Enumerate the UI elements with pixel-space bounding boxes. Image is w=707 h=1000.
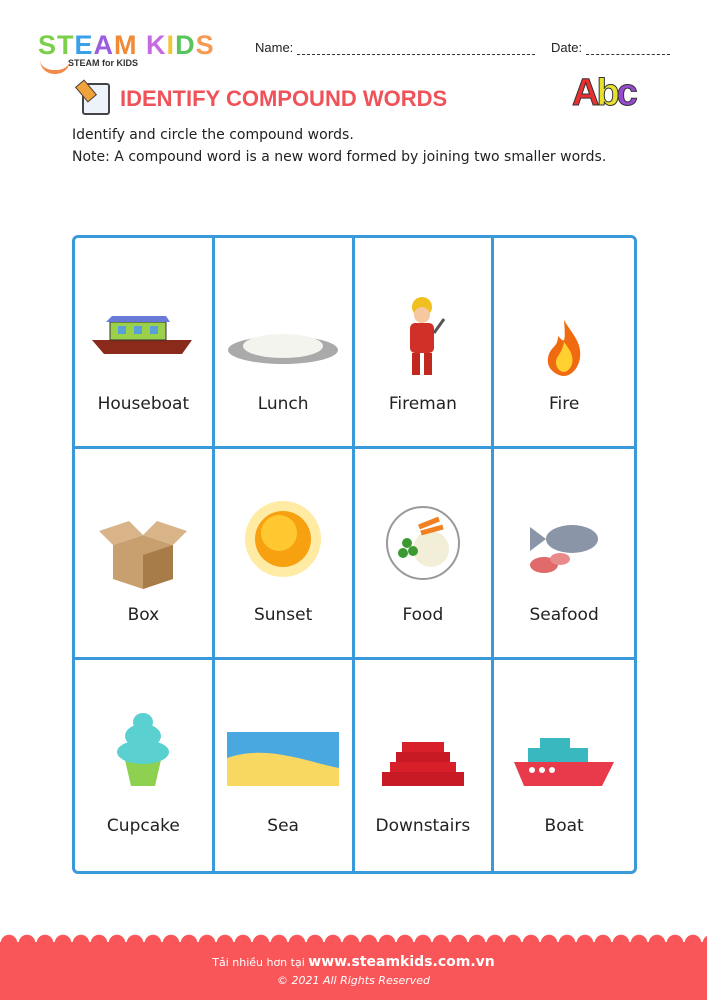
name-field[interactable]	[255, 40, 535, 55]
footer-copyright: © 2021 All Rights Reserved	[276, 974, 430, 987]
page-title: IDENTIFY COMPOUND WORDS	[120, 86, 448, 111]
word-cell[interactable]	[355, 660, 495, 871]
word-cell[interactable]	[75, 238, 215, 449]
word-cell[interactable]	[75, 660, 215, 871]
footer-url-link[interactable]: www.steamkids.com.vn	[308, 954, 495, 970]
word-label: Sea	[267, 816, 299, 836]
word-label: Boat	[544, 816, 584, 836]
food-plate-icon	[385, 505, 461, 581]
logo-subtitle: STEAM for KIDS	[68, 58, 139, 68]
word-label: Cupcake	[106, 816, 180, 836]
word-label: Lunch	[257, 394, 309, 414]
box-icon	[97, 515, 189, 589]
word-cell[interactable]	[215, 449, 355, 660]
name-label: Name:	[255, 40, 294, 55]
boat-icon	[514, 736, 614, 788]
flame-icon	[544, 318, 584, 378]
word-cell[interactable]	[494, 660, 634, 871]
word-cell[interactable]	[355, 238, 495, 449]
footer-scallop	[0, 934, 707, 950]
word-label: Sunset	[253, 605, 313, 625]
sun-icon	[243, 499, 323, 579]
steam-kids-logo	[38, 32, 238, 68]
beach-icon	[227, 732, 339, 786]
word-label: Box	[127, 605, 160, 625]
date-label: Date:	[551, 40, 583, 55]
logo-swoosh	[40, 60, 70, 74]
word-label: Downstairs	[375, 816, 471, 836]
word-cell[interactable]	[215, 238, 355, 449]
date-field[interactable]	[551, 40, 670, 55]
footer-prefix: Tải nhiều hơn tại	[212, 956, 305, 969]
houseboat-icon	[90, 308, 196, 358]
fireman-icon	[398, 293, 448, 383]
word-label: Seafood	[529, 605, 599, 625]
fish-icon	[524, 515, 604, 581]
word-label: Houseboat	[97, 394, 190, 414]
instructions	[72, 124, 612, 168]
word-label: Fireman	[388, 394, 457, 414]
word-cell[interactable]	[494, 449, 634, 660]
cupcake-icon	[113, 708, 173, 788]
instruction-note: Note: A compound word is a new word formed by joining two smaller words.	[72, 149, 607, 165]
footer-download	[0, 954, 707, 970]
abc-logo: Abc	[572, 72, 635, 114]
word-grid	[72, 235, 637, 874]
word-label: Fire	[548, 394, 580, 414]
stairs-icon	[380, 742, 466, 788]
word-cell[interactable]	[75, 449, 215, 660]
word-label: Food	[402, 605, 444, 625]
instruction-line: Identify and circle the compound words.	[72, 127, 354, 143]
word-cell[interactable]	[494, 238, 634, 449]
word-cell[interactable]	[355, 449, 495, 660]
pencil-paper-icon	[82, 83, 110, 115]
footer	[0, 942, 707, 1000]
logo-text: STEAM KIDS	[38, 30, 215, 60]
word-cell[interactable]	[215, 660, 355, 871]
rice-plate-icon	[227, 328, 339, 368]
